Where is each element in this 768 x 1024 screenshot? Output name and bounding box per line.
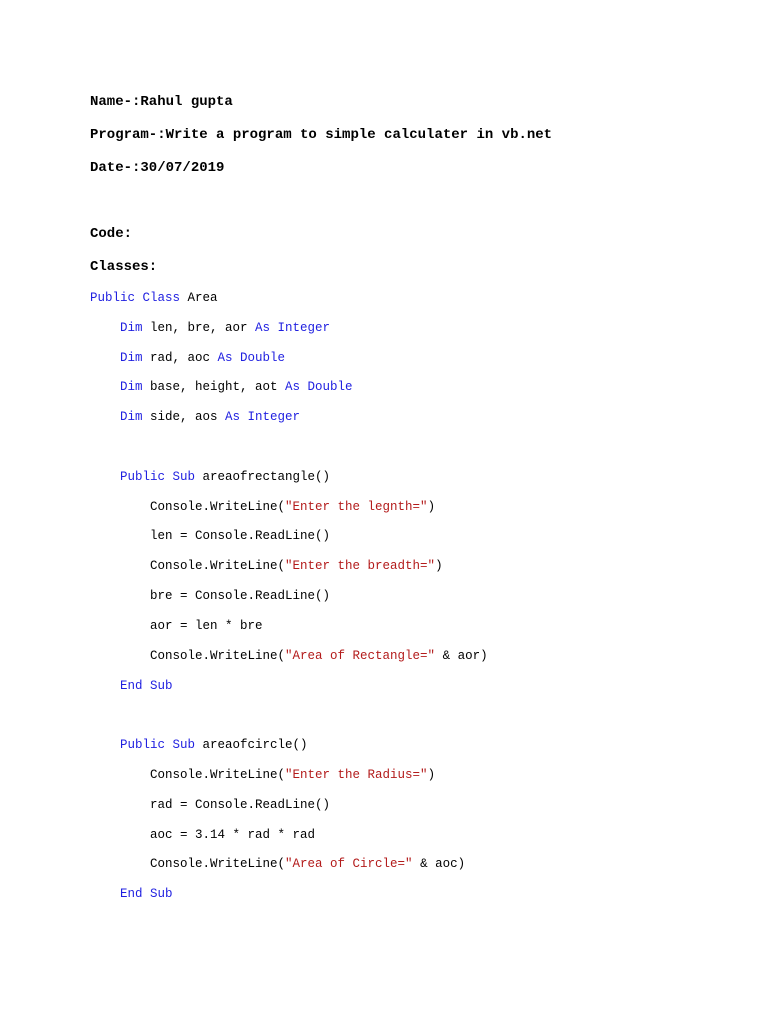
code-line	[150, 500, 435, 515]
code-string: "Area of Circle="	[285, 857, 413, 871]
code-keyword: Public Sub	[120, 470, 196, 484]
code-keyword: End Sub	[120, 679, 173, 693]
code-keyword: As Double	[217, 351, 286, 365]
code-keyword: As Integer	[225, 410, 301, 424]
code-text: )	[427, 768, 436, 782]
classes-heading: Classes:	[90, 259, 158, 275]
code-string: "Enter the breadth="	[285, 559, 436, 573]
code-text: Console.WriteLine(	[150, 500, 286, 514]
code-keyword: As Double	[285, 380, 353, 394]
code-keyword: Public Sub	[120, 738, 196, 752]
author-name: Name-:Rahul gupta	[90, 94, 233, 110]
code-line	[150, 649, 488, 664]
code-line	[150, 768, 435, 783]
code-line	[150, 559, 443, 574]
code-line	[120, 738, 308, 753]
code-line	[120, 410, 300, 425]
code-text: )	[427, 500, 436, 514]
code-keyword: Dim	[120, 351, 143, 365]
code-text: bre = Console.ReadLine()	[150, 589, 331, 603]
code-text: Console.WriteLine(	[150, 649, 286, 663]
code-text: Console.WriteLine(	[150, 768, 286, 782]
code-text: & aoc)	[412, 857, 466, 871]
code-keyword: Public Class	[90, 291, 181, 305]
code-text: areaofrectangle()	[195, 470, 331, 484]
code-string: "Enter the Radius="	[285, 768, 428, 782]
code-keyword: Dim	[120, 410, 143, 424]
code-keyword: End Sub	[120, 887, 173, 901]
code-text: aor = len * bre	[150, 619, 263, 633]
code-text: side, aos	[142, 410, 226, 424]
code-keyword: Dim	[120, 380, 143, 394]
code-line	[120, 470, 330, 485]
code-line	[120, 679, 173, 694]
code-line	[120, 321, 330, 336]
date-line: Date-:30/07/2019	[90, 160, 225, 176]
code-line	[150, 589, 330, 604]
code-text: & aor)	[435, 649, 488, 663]
code-text: base, height, aot	[142, 380, 286, 394]
program-title: Program-:Write a program to simple calculater in vb.net	[90, 127, 553, 143]
code-text: Console.WriteLine(	[150, 559, 286, 573]
code-text: areaofcircle()	[195, 738, 308, 752]
code-text: len = Console.ReadLine()	[150, 529, 331, 543]
code-text: len, bre, aor	[142, 321, 256, 335]
code-string: "Area of Rectangle="	[285, 649, 436, 663]
code-keyword: Dim	[120, 321, 143, 335]
code-line	[150, 798, 330, 813]
code-text: Area	[180, 291, 218, 305]
code-line	[120, 380, 353, 395]
code-line	[150, 529, 330, 544]
code-line	[120, 351, 285, 366]
code-heading: Code:	[90, 226, 133, 242]
code-string: "Enter the legnth="	[285, 500, 428, 514]
code-text: Console.WriteLine(	[150, 857, 286, 871]
code-line	[150, 619, 263, 634]
code-line	[120, 887, 173, 902]
code-line	[90, 291, 218, 306]
code-line	[150, 828, 315, 843]
code-line	[150, 857, 465, 872]
code-text: rad = Console.ReadLine()	[150, 798, 331, 812]
code-text: rad, aoc	[142, 351, 218, 365]
code-text: )	[435, 559, 443, 573]
code-text: aoc = 3.14 * rad * rad	[150, 828, 316, 842]
code-keyword: As Integer	[255, 321, 331, 335]
